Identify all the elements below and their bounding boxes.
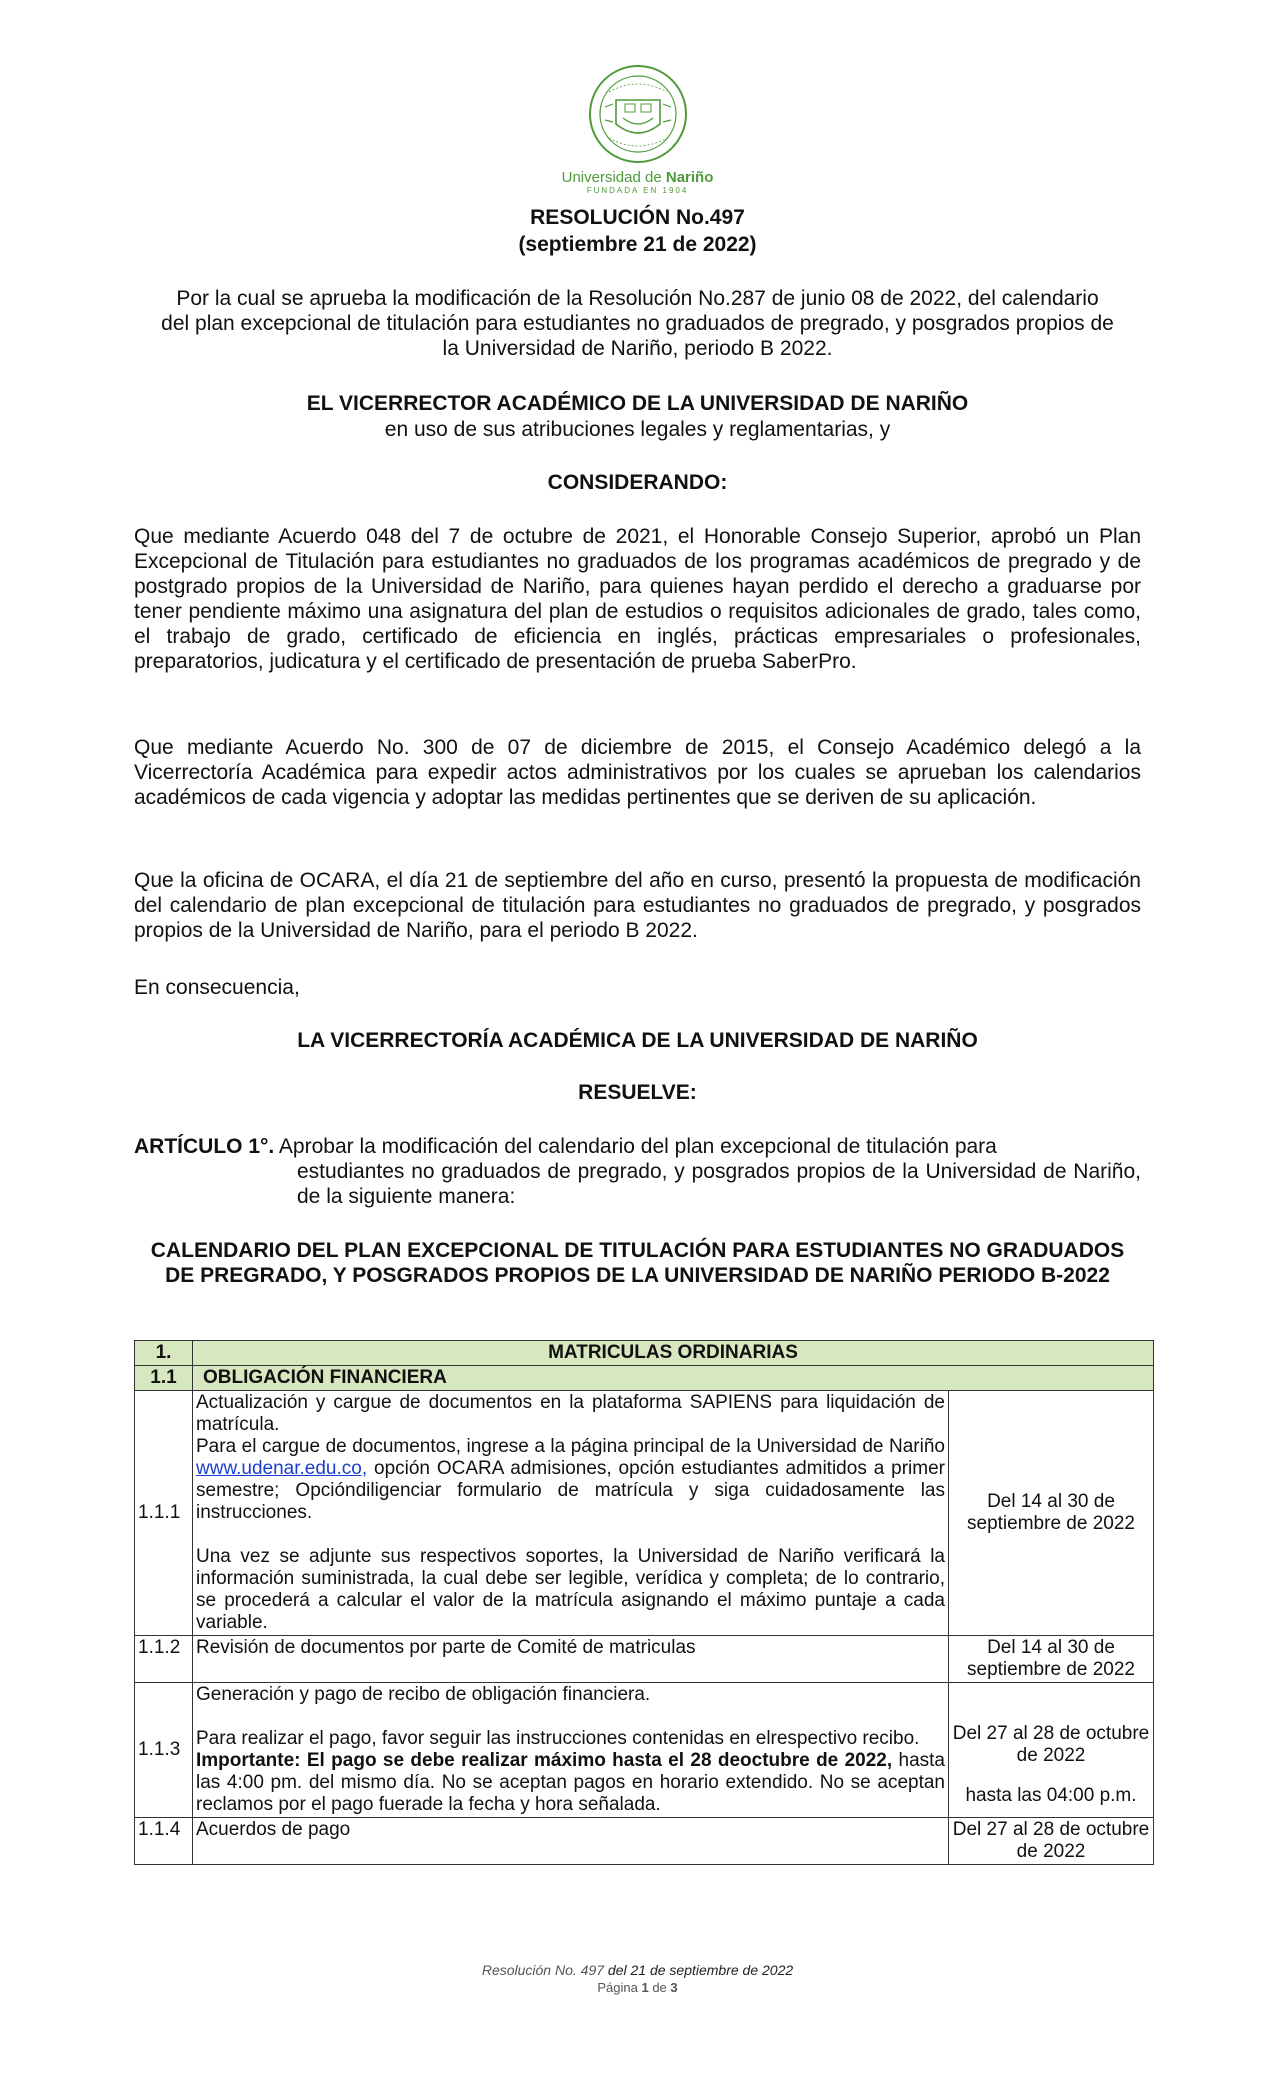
article-first-line: Aprobar la modificación del calendario del plan excepcional de titulación para xyxy=(274,1135,997,1158)
considerando-heading: CONSIDERANDO: xyxy=(547,471,728,494)
footer-reference: Resolución No. 497 del 21 de septiembre de 2022 xyxy=(481,1962,794,1978)
row-text: Importante: El pago se debe realizar máximo hasta el 28 deoctubre de 2022, hasta las 4:00 pm. del mismo día. No se aceptan pagos en horario extendido. No se aceptan reclamos por el pago fuerade la fecha y hora señalada. xyxy=(196,1750,945,1815)
row-description xyxy=(193,1683,949,1818)
row-text: Una vez se adjunte sus respectivos soportes, la Universidad de Nariño verificará la información suministrada, la cual debe ser legible, verídica y completa; de lo contrario, se procederá a calcular el valor de la matrícula asignando el máximo puntaje a cada variable. xyxy=(196,1546,945,1633)
table-row xyxy=(135,1391,1154,1636)
resolution-purpose: Por la cual se aprueba la modificación de la Resolución No.287 de junio 08 de 2022, del calendario del plan excepcional de titulación para estudiantes no graduados de pregrado, y posgrados propios de la Universidad de Nariño, periodo B 2022. xyxy=(161,287,1114,360)
table-row xyxy=(135,1341,1154,1366)
row-date-time: hasta las 04:00 p.m. xyxy=(965,1784,1137,1806)
university-seal-icon xyxy=(583,62,693,167)
row-description: Revisión de documentos por parte de Comité de matriculas xyxy=(193,1636,949,1683)
row-text: Para realizar el pago, favor seguir las instrucciones contenidas en elrespectivo recibo. xyxy=(196,1728,920,1749)
consequence-paragraph: En consecuencia, xyxy=(134,976,300,999)
subsection-number: 1.1 xyxy=(135,1366,193,1391)
row-date-range: Del 27 al 28 de octubre de 2022 xyxy=(952,1722,1150,1766)
resuelve-heading: RESUELVE: xyxy=(578,1081,697,1104)
row-date xyxy=(949,1683,1154,1818)
article-1 xyxy=(134,1134,1141,1209)
section-title: MATRICULAS ORDINARIAS xyxy=(193,1341,1154,1366)
considering-paragraph-3: Que la oficina de OCARA, el día 21 de septiembre del año en curso, presentó la propuesta de modificación del calendario de plan excepcional de titulación para estudiantes no graduados de pregrado, y posgrados propios de la Universidad de Nariño, para el periodo B 2022. xyxy=(134,869,1141,942)
university-website-link[interactable]: www.udenar.edu.co, xyxy=(196,1458,368,1479)
considering-paragraph-2: Que mediante Acuerdo No. 300 de 07 de diciembre de 2015, el Consejo Académico delegó a la Vicerrectoría Académica para expedir actos administrativos por los cuales se aprueban los calendarios académicos de cada vigencia y adoptar las medidas pertinentes que se deriven de su aplicación. xyxy=(134,736,1141,809)
logo-university-name: Universidad de Nariño xyxy=(561,169,714,186)
row-date: Del 27 al 28 de octubre de 2022 xyxy=(949,1818,1154,1865)
authority-subheading: en uso de sus atribuciones legales y reglamentarias, y xyxy=(384,418,891,441)
table-row xyxy=(135,1683,1154,1818)
resolving-authority-heading: LA VICERRECTORÍA ACADÉMICA DE LA UNIVERSIDAD DE NARIÑO xyxy=(297,1029,978,1052)
table-row xyxy=(135,1366,1154,1391)
row-number: 1.1.4 xyxy=(135,1818,193,1865)
row-description xyxy=(193,1391,949,1636)
article-body: estudiantes no graduados de pregrado, y posgrados propios de la Universidad de Nariño, de la siguiente manera: xyxy=(297,1160,1141,1208)
logo-founded: FUNDADA EN 1904 xyxy=(586,186,689,195)
section-number: 1. xyxy=(135,1341,193,1366)
table-row xyxy=(135,1636,1154,1683)
resolution-title: RESOLUCIÓN No.497 xyxy=(530,206,745,229)
footer-page-number: Página 1 de 3 xyxy=(597,1980,678,1995)
table-row xyxy=(135,1818,1154,1865)
row-number: 1.1.1 xyxy=(135,1391,193,1636)
row-date: Del 14 al 30 de septiembre de 2022 xyxy=(949,1391,1154,1636)
row-number: 1.1.2 xyxy=(135,1636,193,1683)
row-number: 1.1.3 xyxy=(135,1683,193,1818)
row-description: Acuerdos de pago xyxy=(193,1818,949,1865)
resolution-date: (septiembre 21 de 2022) xyxy=(518,233,757,256)
calendar-title: CALENDARIO DEL PLAN EXCEPCIONAL DE TITULACIÓN PARA ESTUDIANTES NO GRADUADOS DE PREGRADO, Y POSGRADOS PROPIOS DE LA UNIVERSIDAD DE NARIÑO PERIODO B-2022 xyxy=(150,1239,1125,1287)
calendar-table xyxy=(134,1340,1154,1865)
row-date: Del 14 al 30 de septiembre de 2022 xyxy=(949,1636,1154,1683)
article-label: ARTÍCULO 1°. xyxy=(134,1135,275,1158)
row-text: Para el cargue de documentos, ingrese a la página principal de la Universidad de Nariño www.udenar.edu.co, opción OCARA admisiones, opción estudiantes admitidos a primer semestre; Opcióndiligenciar formulario de matrícula y siga cuidadosamente las instrucciones. xyxy=(196,1436,945,1523)
considering-paragraph-1: Que mediante Acuerdo 048 del 7 de octubre de 2021, el Honorable Consejo Superior, aprobó un Plan Excepcional de Titulación para estudiantes no graduados de los programas académicos de pregrado y de postgrado propios de la Universidad de Nariño, para quienes hayan perdido el derecho a graduarse por tener pendiente máximo una asignatura del plan de estudios o requisitos adicionales de grado, tales como, el trabajo de grado, certificado de eficiencia en inglés, prácticas empresariales o profesionales, preparatorios, judicatura y el certificado de presentación de prueba SaberPro. xyxy=(134,525,1141,673)
university-logo xyxy=(560,62,715,195)
row-text: Generación y pago de recibo de obligación financiera. xyxy=(196,1684,651,1705)
subsection-title: OBLIGACIÓN FINANCIERA xyxy=(193,1366,1154,1391)
row-text: Actualización y cargue de documentos en la plataforma SAPIENS para liquidación de matrícula. xyxy=(196,1392,945,1435)
authority-heading: EL VICERRECTOR ACADÉMICO DE LA UNIVERSIDAD DE NARIÑO xyxy=(306,392,969,415)
